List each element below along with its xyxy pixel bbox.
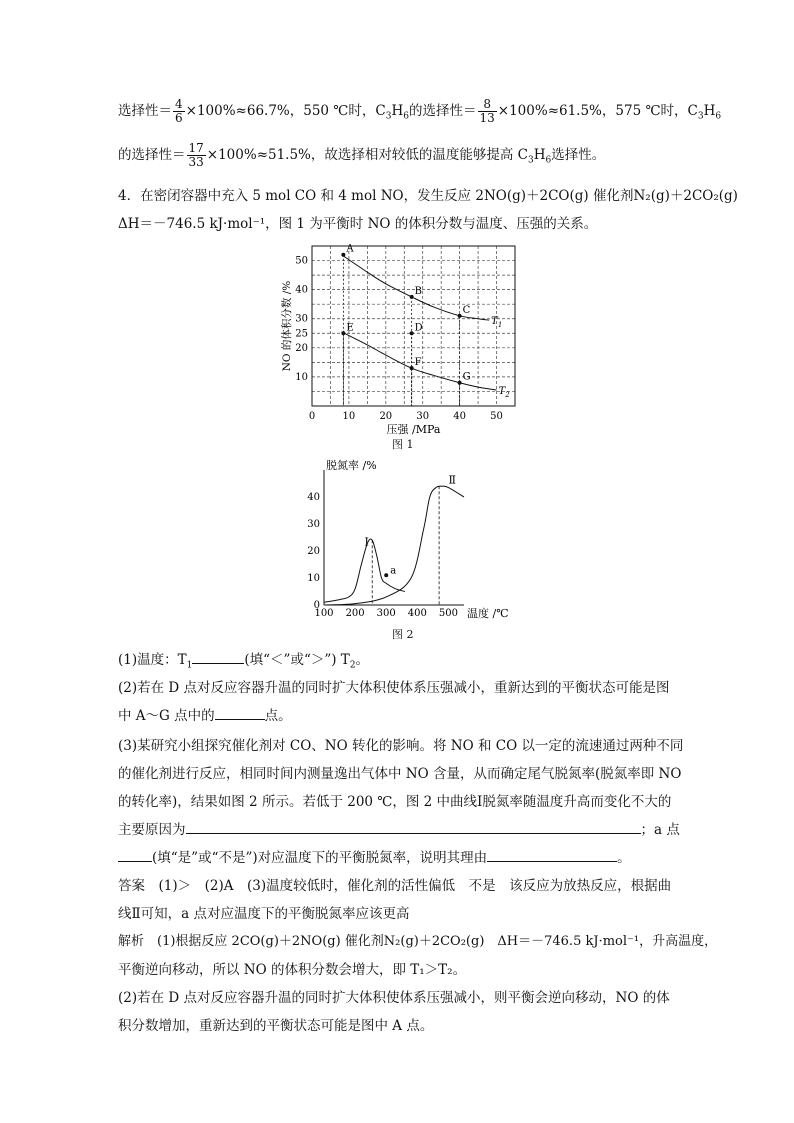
subscript: 2 [349, 660, 356, 671]
subscript: 3 [697, 111, 704, 122]
text-span: ；a 点 [640, 822, 680, 838]
text-line-2 [118, 142, 605, 169]
text-span: H [533, 147, 546, 163]
data-point [458, 314, 462, 318]
x-tick-label: 40 [453, 411, 467, 422]
part-1-line [118, 648, 369, 671]
fraction-denominator: 13 [479, 111, 495, 125]
point-label: C [462, 304, 471, 316]
data-point [384, 573, 388, 577]
data-point [410, 366, 414, 370]
text-line-1 [118, 98, 721, 125]
y-axis-label: NO 的体积分数 /% [281, 280, 293, 372]
part-3-line-3: 的转化率)，结果如图 2 所示。若低于 200 ℃，图 2 中曲线Ⅰ脱氮率随温度升高而变化不大的 [118, 794, 672, 810]
y-tick-label: 20 [295, 342, 308, 354]
part-2-line-1: (2)若在 D 点对反应容器升温的同时扩大体积使体系压强减小，重新达到的平衡状态可能是图 [118, 680, 670, 696]
point-label: a [390, 565, 397, 577]
question-4-line-1: 4．在密闭容器中充入 5 mol CO 和 4 mol NO，发生反应 2NO(g)＋2CO(g) 催化剂N₂(g)＋2CO₂(g) [118, 188, 738, 204]
answer-blank[interactable] [118, 849, 152, 862]
x-tick-label: 400 [407, 608, 427, 619]
text-span: 。 [355, 652, 370, 668]
fraction [173, 98, 185, 125]
subscript: 6 [403, 111, 409, 122]
text-span: (1)温度：T [118, 652, 187, 668]
data-point [458, 381, 462, 385]
text-span: 选择性＝ [118, 103, 172, 119]
y-tick-label: 40 [307, 492, 320, 503]
part-3-line-2: 的催化剂进行反应，相同时间内测量逸出气体中 NO 含量，从而确定尾气脱氮率(脱氮率即 NO [118, 766, 682, 782]
fraction-denominator: 6 [175, 111, 183, 125]
y-axis-label: 脱氮率 /% [326, 459, 377, 472]
y-tick-label: 10 [307, 573, 320, 584]
plot-frame [312, 243, 515, 406]
explanation-line-4: 积分数增加，重新达到的平衡状态可能是图中 A 点。 [118, 1018, 434, 1034]
y-tick-label: 50 [295, 255, 308, 267]
answer-line-2: 线Ⅱ可知，a 点对应温度下的平衡脱氮率应该更高 [118, 906, 410, 922]
text-span: (填“＜”或“＞”) T [244, 652, 350, 668]
fraction [187, 142, 206, 169]
question-4-line-2: ΔH＝－746.5 kJ·mol⁻¹，图 1 为平衡时 NO 的体积分数与温度、压强的关系。 [118, 216, 598, 232]
text-span: H [703, 103, 716, 119]
series-line [324, 486, 464, 605]
data-point [410, 331, 414, 335]
fraction-numerator: 4 [175, 97, 183, 111]
answer-blank[interactable] [186, 821, 641, 834]
subscript: 6 [715, 111, 722, 122]
explanation-line-2: 平衡逆向移动，所以 NO 的体积分数会增大，即 T₁＞T₂。 [118, 962, 467, 978]
text-span: 。 [617, 850, 631, 866]
text-span: ×100%≈66.7%，550 ℃时，C [185, 103, 386, 119]
part-3-line-4 [118, 818, 680, 838]
y-tick-label: 30 [307, 519, 320, 530]
answer-line-1: 答案 (1)＞ (2)A (3)温度较低时，催化剂的活性偏低 不是 该反应为放热反应，根据曲 [118, 878, 672, 894]
x-axis-label: 温度 /℃ [467, 607, 509, 620]
text-span: ×100%≈51.5%，故选择相对较低的温度能够提高 C [206, 147, 529, 163]
part-3-line-5 [118, 846, 631, 866]
answer-blank[interactable] [215, 707, 265, 720]
x-tick-label: 200 [345, 608, 365, 619]
figure-1-chart [270, 238, 530, 436]
explanation-line-3: (2)若在 D 点对反应容器升温的同时扩大体积使体系压强减小，则平衡会逆向移动，NO 的体 [118, 990, 670, 1006]
series-label: Ⅰ [364, 535, 369, 549]
series-label: $T_1$ [491, 316, 503, 330]
x-tick-label: 0 [308, 411, 316, 422]
fraction-numerator: 17 [188, 141, 204, 155]
point-label: D [414, 322, 423, 334]
subscript: 3 [385, 111, 392, 122]
data-point [410, 295, 414, 299]
fraction-denominator: 33 [188, 155, 204, 169]
fraction-numerator: 8 [478, 98, 497, 112]
x-tick-label: 50 [490, 411, 503, 422]
x-tick-label: 20 [379, 411, 393, 422]
text-span: 的选择性＝ [118, 147, 186, 163]
x-tick-label: 100 [314, 608, 334, 619]
data-point [341, 331, 345, 335]
x-tick-label: 300 [376, 608, 396, 619]
text-span: H [391, 103, 404, 119]
text-span: 选择性。 [551, 147, 606, 163]
part-2-line-2 [118, 704, 292, 724]
point-label: B [414, 285, 423, 297]
y-tick-label: 20 [307, 546, 320, 557]
point-label: E [346, 322, 354, 334]
data-point [341, 253, 345, 257]
y-tick-label: 30 [295, 313, 308, 325]
explanation-line-1: 解析 (1)根据反应 2CO(g)＋2NO(g) 催化剂N₂(g)＋2CO₂(g) ΔH＝－746.5 kJ·mol⁻¹，升高温度， [118, 934, 718, 949]
x-tick-label: 10 [342, 411, 356, 422]
figure-2-caption: 图 2 [392, 628, 414, 641]
y-tick-label: 25 [295, 328, 308, 340]
subscript: 3 [528, 155, 534, 166]
series-label: $T_2$ [498, 386, 510, 399]
text-span: 点。 [264, 708, 292, 724]
part-3-line-1: (3)某研究小组探究催化剂对 CO、NO 转化的影响。将 NO 和 CO 以一定的流速通过两种不同 [118, 738, 684, 754]
fraction [478, 98, 497, 125]
answer-blank[interactable] [192, 651, 244, 664]
text-span: ×100%≈61.5%，575 ℃时，C [497, 103, 698, 119]
point-label: A [346, 243, 354, 255]
answer-blank[interactable] [487, 849, 617, 862]
x-tick-label: 500 [438, 608, 458, 619]
text-span: (填“是”或“不是”)对应温度下的平衡脱氮率，说明其理由 [152, 850, 488, 866]
x-tick-label: 30 [416, 411, 430, 422]
y-tick-label: 0 [313, 600, 320, 611]
figure-2-chart [296, 458, 509, 623]
subscript: 1 [186, 660, 193, 671]
point-label: F [414, 357, 422, 369]
x-axis-label: 压强 /MPa [386, 423, 441, 436]
text-span: 的选择性＝ [409, 103, 477, 119]
text-span: 主要原因为 [118, 822, 186, 838]
y-tick-label: 40 [295, 284, 308, 296]
text-span: 中 A～G 点中的 [118, 708, 215, 724]
figure-1-caption: 图 1 [392, 438, 414, 451]
y-tick-label: 10 [295, 371, 308, 383]
point-label: G [462, 371, 471, 383]
subscript: 6 [545, 155, 552, 166]
series-label: Ⅱ [448, 473, 456, 487]
